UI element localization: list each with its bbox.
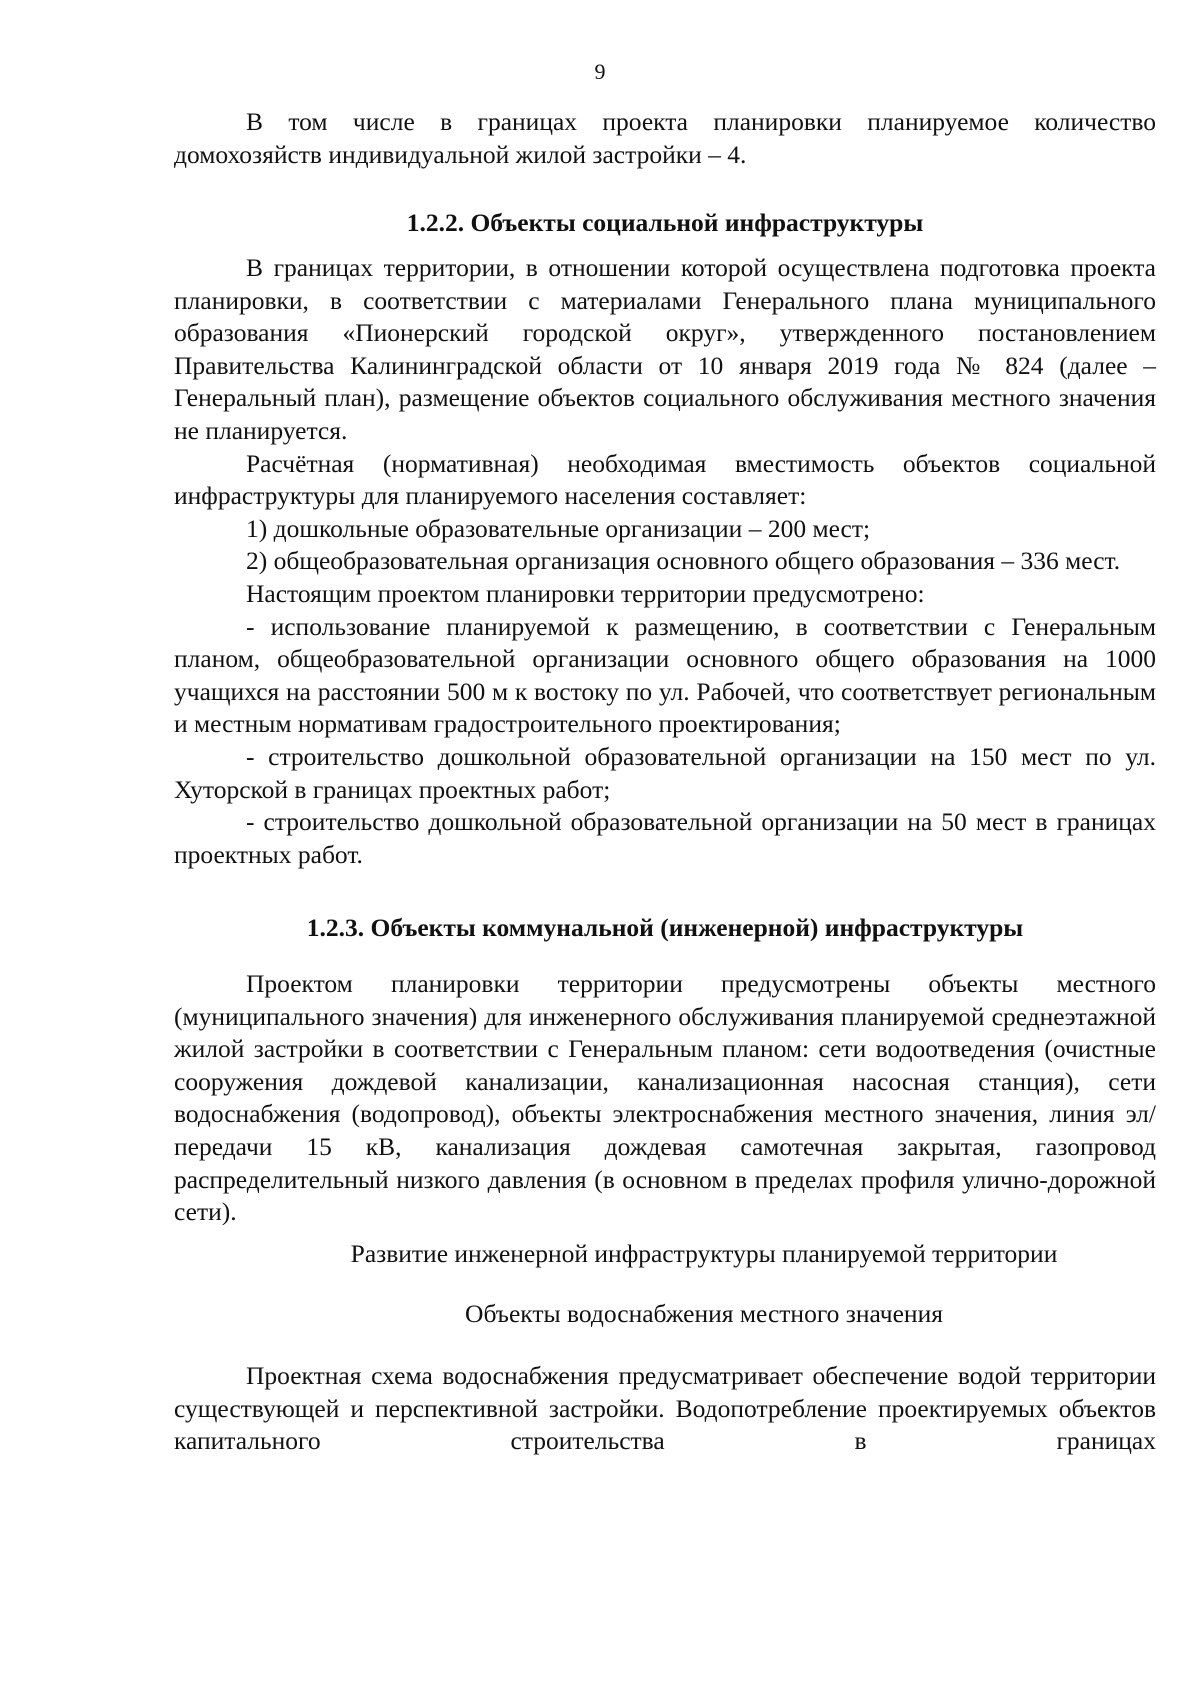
social-bullet-2: - строительство дошкольной образовательной организации на 150 мест по ул. Хуторской в границах проектных работ;: [174, 741, 1156, 804]
social-list-item-2: 2) общеобразовательная организация основного общего образования – 336 мест.: [246, 546, 1121, 576]
social-bullet-1: - использование планируемой к размещению, в соответствии с Генеральным планом, общеобразовательной организации основного общего образования на 1000 учащихся на расстоянии 500 м к востоку по ул. Рабочей, что соответствует региональным и местным нормативам градостроительного проектирования;: [174, 611, 1156, 739]
engineering-subheading-development: Развитие инженерной инфраструктуры планируемой территории: [350, 1239, 1058, 1268]
water-block: [174, 1360, 1156, 1458]
section-heading-social: 1.2.2. Объекты социальной инфраструктуры: [406, 208, 924, 237]
social-paragraph-2: Расчётная (нормативная) необходимая вместимость объектов социальной инфраструктуры для планируемого населения составляет:: [174, 448, 1156, 511]
engineering-block: [174, 968, 1156, 1229]
social-bullet-3: - строительство дошкольной образовательной организации на 50 мест в границах проектных работ.: [174, 807, 1156, 869]
intro-block: [174, 106, 1156, 171]
social-paragraph-3: Настоящим проектом планировки территории предусмотрено:: [246, 578, 925, 608]
intro-paragraph: В том числе в границах проекта планировки планируемое количество домохозяйств индивидуальной жилой застройки – 4.: [174, 107, 1156, 169]
engineering-subheading-water: Объекты водоснабжения местного значения: [465, 1299, 943, 1328]
section-heading-engineering: 1.2.3. Объекты коммунальной (инженерной) инфраструктуры: [306, 913, 1024, 942]
social-paragraph-1: В границах территории, в отношении которой осуществлена подготовка проекта планировки, в соответствии с материалами Генерального плана муниципального образования «Пионерский городской округ», утвержденного постановлением Правительства Калининградской области от 10 января 2019 года № 824 (далее – Генеральный план), размещение объектов социального обслуживания местного значения не планируется.: [174, 253, 1156, 445]
engineering-paragraph-1: Проектом планировки территории предусмотрены объекты местного (муниципального значения) для инженерного обслуживания планируемой среднеэтажной жилой застройки в соответствии с Генеральным планом: сети водоотведения (очистные сооружения дождевой канализации, канализационная насосная станция), сети водоснабжения (водопровод), объекты электроснабжения местного значения, линия эл/передачи 15 кВ, канализация дождевая самотечная закрытая, газопровод распределительный низкого давления (в основном в пределах профиля улично-дорожной сети).: [174, 969, 1156, 1227]
page-number: 9: [594, 59, 606, 84]
social-block: [174, 252, 1156, 871]
social-list-item-1: 1) дошкольные образовательные организации – 200 мест;: [246, 513, 871, 543]
water-paragraph: Проектная схема водоснабжения предусматривает обеспечение водой территории существующей и перспективной застройки. Водопотребление проектируемых объектов капитального строительства в границах: [174, 1361, 1156, 1456]
